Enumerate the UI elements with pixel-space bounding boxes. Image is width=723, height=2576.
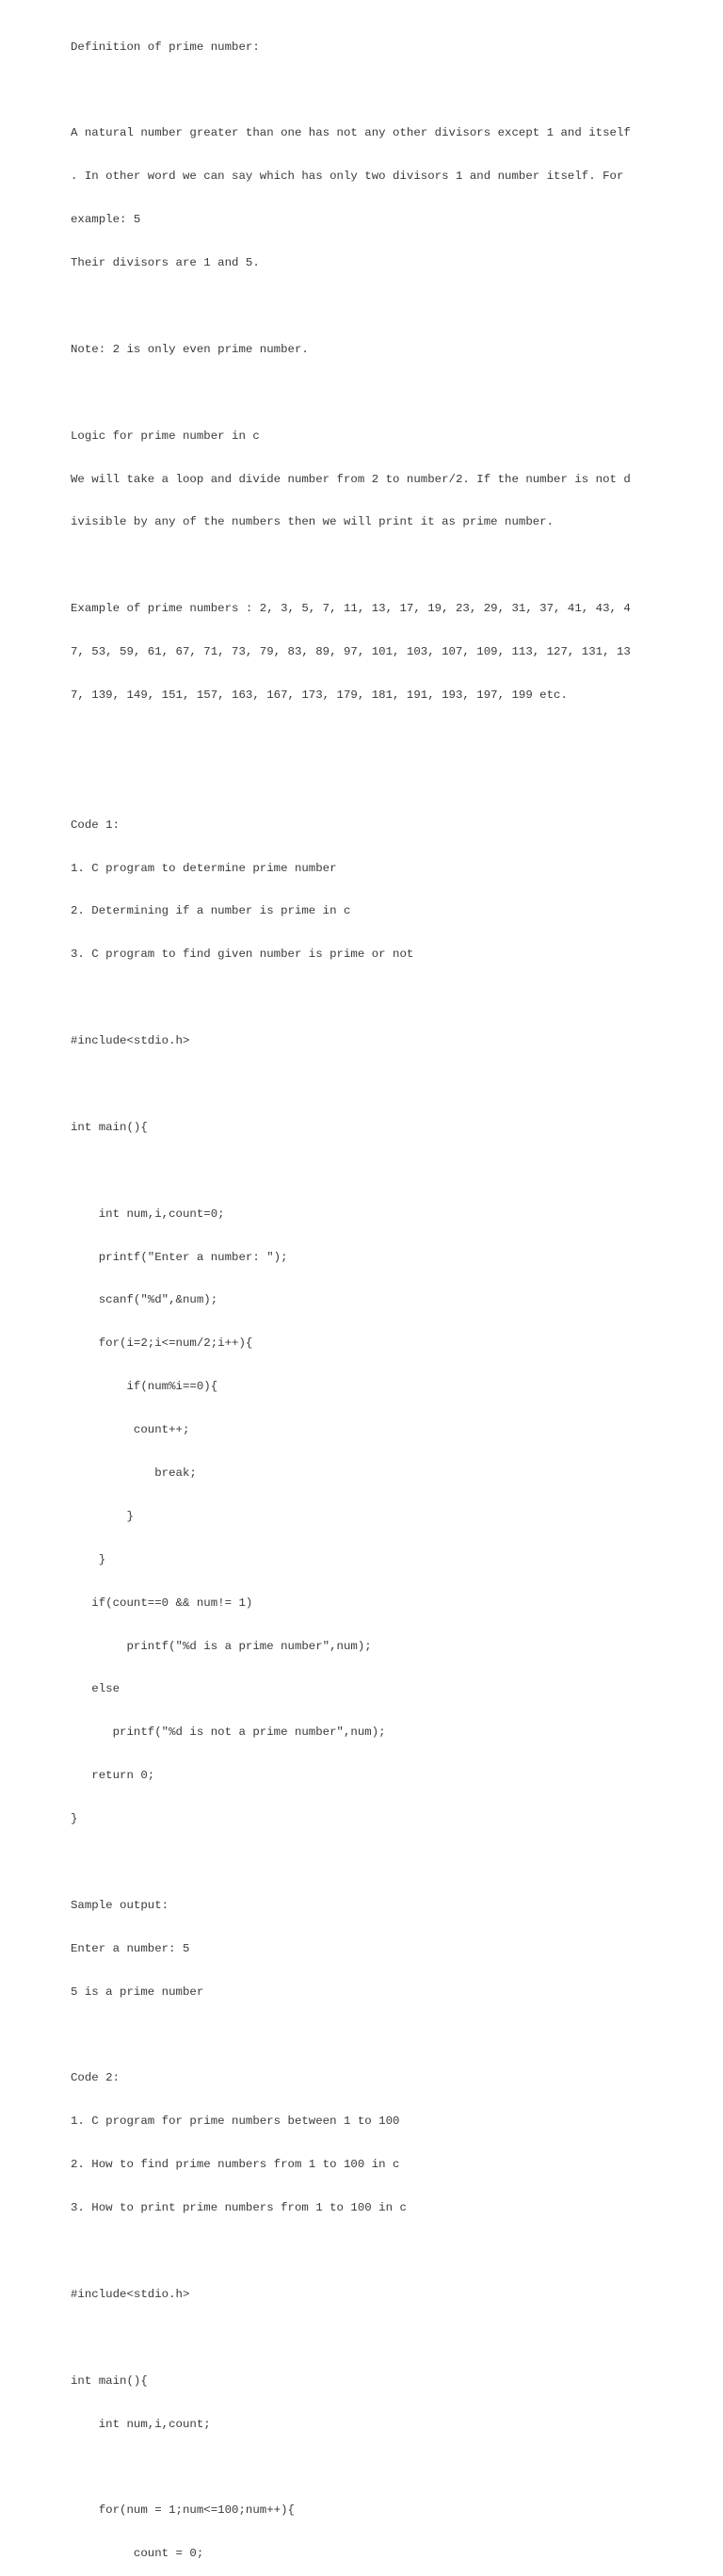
text-line: 7, 53, 59, 61, 67, 71, 73, 79, 83, 89, 97, 101, 103, 107, 109, 113, 127, 131, 13: [71, 645, 631, 659]
text-line: Note: 2 is only even prime number.: [71, 342, 309, 356]
code-line: for(i=2;i<=num/2;i++){: [71, 1337, 253, 1351]
text-line: [71, 991, 711, 1005]
text-line: 1. C program to determine prime number: [71, 861, 337, 875]
code-line: printf("%d is a prime number",num);: [71, 1639, 372, 1653]
code-line: count = 0;: [71, 2547, 204, 2561]
text-line: 2. Determining if a number is prime in c: [71, 904, 351, 918]
text-line: Definition of prime number:: [71, 40, 260, 54]
text-line: Their divisors are 1 and 5.: [71, 256, 260, 270]
text-line: [71, 386, 711, 400]
code-line: [71, 2331, 711, 2345]
code-line: printf("Enter a number: ");: [71, 1250, 288, 1264]
code-line: else: [71, 1682, 120, 1696]
text-line: 3. C program to find given number is prime or not: [71, 948, 414, 962]
text-line: A natural number greater than one has not any other divisors except 1 and itself: [71, 126, 631, 140]
text-line: 1. C program for prime numbers between 1 to 100: [71, 2114, 400, 2129]
code-line: printf("%d is not a prime number",num);: [71, 1725, 386, 1740]
text-line: . In other word we can say which has only two divisors 1 and number itself. For: [71, 170, 624, 184]
text-line: Logic for prime number in c: [71, 429, 260, 443]
code-line: for(num = 1;num<=100;num++){: [71, 2503, 295, 2518]
code-line: int main(){: [71, 2373, 148, 2388]
text-line: [71, 775, 711, 789]
text-line: ivisible by any of the numbers then we will print it as prime number.: [71, 515, 554, 529]
code-line: if(num%i==0){: [71, 1380, 218, 1394]
text-line: [71, 732, 711, 746]
code-line: [71, 1077, 711, 1092]
code-line: }: [71, 1509, 134, 1523]
text-line: Sample output:: [71, 1898, 169, 1912]
document-body: [71, 11, 711, 2576]
code-line: #include<stdio.h>: [71, 1034, 190, 1048]
text-line: example: 5: [71, 213, 141, 227]
code-line: count++;: [71, 1423, 190, 1437]
text-line: [71, 1855, 711, 1870]
code-line: int num,i,count;: [71, 2417, 211, 2431]
code-line: [71, 2460, 711, 2474]
text-line: [71, 559, 711, 573]
text-line: 3. How to print prime numbers from 1 to 100 in c: [71, 2201, 407, 2215]
text-line: [71, 2244, 711, 2259]
text-line: [71, 83, 711, 97]
code-line: return 0;: [71, 1769, 155, 1783]
text-line: Enter a number: 5: [71, 1941, 190, 1955]
text-line: We will take a loop and divide number from 2 to number/2. If the number is not d: [71, 472, 631, 486]
code-line: int main(){: [71, 1120, 148, 1134]
code-line: }: [71, 1812, 78, 1826]
text-line: [71, 300, 711, 314]
text-line: 2. How to find prime numbers from 1 to 100 in c: [71, 2158, 400, 2172]
code-line: int num,i,count=0;: [71, 1207, 225, 1221]
code-line: if(count==0 && num!= 1): [71, 1596, 253, 1610]
code-line: [71, 1164, 711, 1178]
text-line: 5 is a prime number: [71, 1985, 204, 1999]
text-line: 7, 139, 149, 151, 157, 163, 167, 173, 179, 181, 191, 193, 197, 199 etc.: [71, 688, 568, 702]
code-line: }: [71, 1552, 106, 1566]
code-line: break;: [71, 1466, 197, 1480]
text-line: Code 2:: [71, 2071, 120, 2085]
text-line: Example of prime numbers : 2, 3, 5, 7, 11, 13, 17, 19, 23, 29, 31, 37, 41, 43, 4: [71, 602, 631, 616]
text-line: [71, 2029, 711, 2043]
code-line: #include<stdio.h>: [71, 2287, 190, 2301]
text-line: Code 1:: [71, 818, 120, 832]
code-line: scanf("%d",&num);: [71, 1293, 218, 1307]
